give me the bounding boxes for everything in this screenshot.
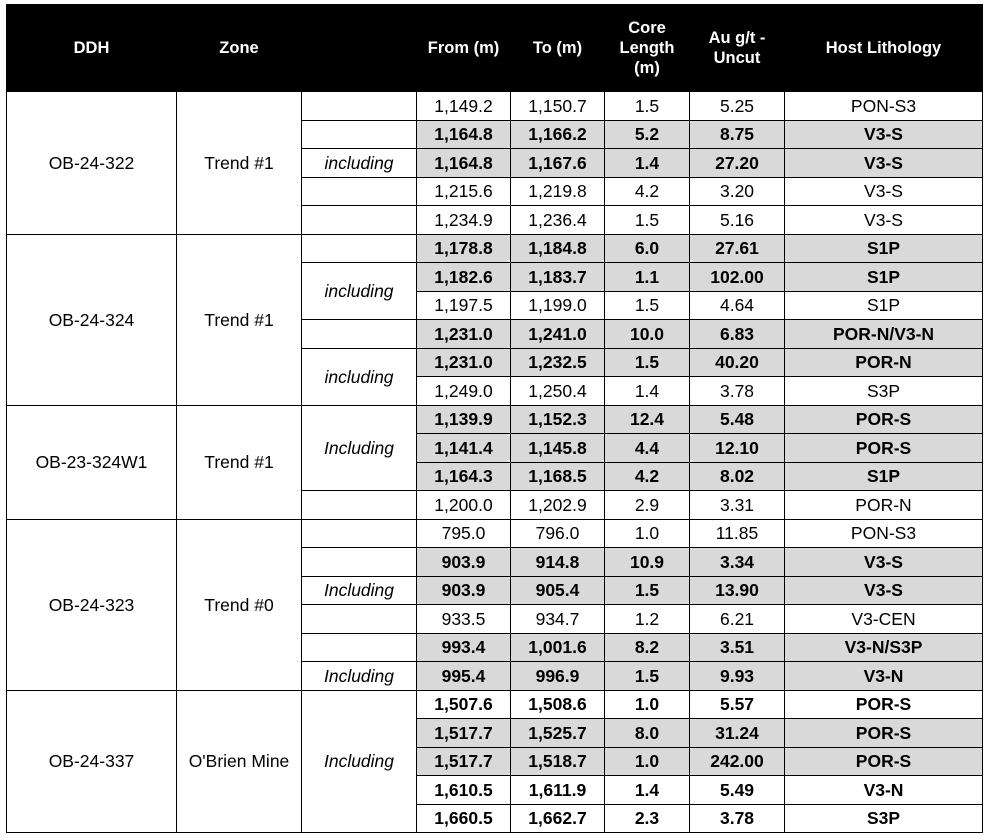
including-cell: Including [302,576,417,605]
header-au-line: Uncut [713,49,761,67]
zone-cell: Trend #1 [177,405,302,519]
header-core-line: Core [628,19,666,37]
to-cell: 796.0 [511,519,605,548]
host-lithology-cell: S1P [785,234,983,263]
au-grade-cell: 3.34 [690,548,785,577]
host-lithology-cell: V3-N [785,776,983,805]
host-lithology-cell: S1P [785,462,983,491]
host-lithology-cell: POR-N/V3-N [785,320,983,349]
to-cell: 1,232.5 [511,348,605,377]
from-cell: 1,517.7 [417,719,511,748]
to-cell: 1,241.0 [511,320,605,349]
au-grade-cell: 12.10 [690,434,785,463]
from-cell: 1,182.6 [417,263,511,292]
host-lithology-cell: V3-S [785,548,983,577]
from-cell: 1,141.4 [417,434,511,463]
core-length-cell: 10.9 [605,548,690,577]
ddh-cell: OB-24-324 [7,234,177,405]
table-row [7,92,983,121]
table-row [7,519,983,548]
core-length-cell: 1.5 [605,662,690,691]
to-cell: 1,199.0 [511,291,605,320]
core-length-cell: 1.4 [605,149,690,178]
host-lithology-cell: S3P [785,377,983,406]
au-grade-cell: 8.75 [690,120,785,149]
from-cell: 1,610.5 [417,776,511,805]
host-lithology-cell: POR-S [785,434,983,463]
host-lithology-cell: V3-S [785,576,983,605]
core-length-cell: 10.0 [605,320,690,349]
from-cell: 1,149.2 [417,92,511,121]
from-cell: 795.0 [417,519,511,548]
core-length-cell: 4.2 [605,462,690,491]
to-cell: 1,236.4 [511,206,605,235]
core-length-cell: 1.5 [605,576,690,605]
including-cell [302,548,417,577]
including-cell [302,605,417,634]
from-cell: 1,197.5 [417,291,511,320]
from-cell: 995.4 [417,662,511,691]
au-grade-cell: 3.78 [690,804,785,833]
to-cell: 1,001.6 [511,633,605,662]
table-row [7,234,983,263]
including-cell: including [302,263,417,320]
including-cell [302,234,417,263]
au-grade-cell: 9.93 [690,662,785,691]
au-grade-cell: 3.51 [690,633,785,662]
including-cell [302,206,417,235]
au-grade-cell: 102.00 [690,263,785,292]
from-cell: 1,178.8 [417,234,511,263]
to-cell: 1,150.7 [511,92,605,121]
to-cell: 1,518.7 [511,747,605,776]
drill-results-table [6,4,983,833]
from-cell: 903.9 [417,576,511,605]
core-length-cell: 1.0 [605,519,690,548]
host-lithology-cell: POR-S [785,747,983,776]
au-grade-cell: 3.31 [690,491,785,520]
from-cell: 1,660.5 [417,804,511,833]
from-cell: 903.9 [417,548,511,577]
to-cell: 1,508.6 [511,690,605,719]
core-length-cell: 8.0 [605,719,690,748]
zone-cell: Trend #0 [177,519,302,690]
from-cell: 933.5 [417,605,511,634]
to-cell: 934.7 [511,605,605,634]
from-cell: 1,215.6 [417,177,511,206]
zone-cell: Trend #1 [177,234,302,405]
core-length-cell: 6.0 [605,234,690,263]
to-cell: 1,525.7 [511,719,605,748]
core-length-cell: 5.2 [605,120,690,149]
from-cell: 1,249.0 [417,377,511,406]
core-length-cell: 1.5 [605,92,690,121]
table-body [7,92,983,833]
core-length-cell: 1.5 [605,206,690,235]
to-cell: 914.8 [511,548,605,577]
host-lithology-cell: S1P [785,263,983,292]
to-cell: 1,167.6 [511,149,605,178]
from-cell: 1,231.0 [417,348,511,377]
au-grade-cell: 5.48 [690,405,785,434]
ddh-cell: OB-24-323 [7,519,177,690]
to-cell: 1,166.2 [511,120,605,149]
header-ddh: DDH [7,5,177,92]
core-length-cell: 1.1 [605,263,690,292]
table-row [7,405,983,434]
to-cell: 1,145.8 [511,434,605,463]
to-cell: 1,202.9 [511,491,605,520]
host-lithology-cell: V3-N/S3P [785,633,983,662]
header-au-line: Au g/t - [708,29,766,47]
from-cell: 1,507.6 [417,690,511,719]
host-lithology-cell: PON-S3 [785,519,983,548]
including-cell: including [302,348,417,405]
from-cell: 1,200.0 [417,491,511,520]
header-core-length [605,5,690,92]
including-cell [302,177,417,206]
au-grade-cell: 5.16 [690,206,785,235]
au-grade-cell: 13.90 [690,576,785,605]
au-grade-cell: 27.20 [690,149,785,178]
to-cell: 905.4 [511,576,605,605]
au-grade-cell: 11.85 [690,519,785,548]
core-length-cell: 1.4 [605,377,690,406]
to-cell: 1,152.3 [511,405,605,434]
ddh-cell: OB-24-337 [7,690,177,833]
core-length-cell: 2.9 [605,491,690,520]
table-row [7,690,983,719]
core-length-cell: 1.4 [605,776,690,805]
to-cell: 1,168.5 [511,462,605,491]
au-grade-cell: 5.25 [690,92,785,121]
core-length-cell: 1.2 [605,605,690,634]
header-zone: Zone [177,5,302,92]
header-core-line: Length [619,39,675,57]
to-cell: 1,183.7 [511,263,605,292]
from-cell: 1,139.9 [417,405,511,434]
from-cell: 1,231.0 [417,320,511,349]
core-length-cell: 1.0 [605,747,690,776]
including-cell [302,633,417,662]
including-cell: Including [302,690,417,833]
host-lithology-cell: S1P [785,291,983,320]
host-lithology-cell: POR-N [785,348,983,377]
from-cell: 1,517.7 [417,747,511,776]
from-cell: 1,164.8 [417,120,511,149]
au-grade-cell: 5.57 [690,690,785,719]
core-length-cell: 12.4 [605,405,690,434]
to-cell: 1,662.7 [511,804,605,833]
core-length-cell: 4.2 [605,177,690,206]
core-length-cell: 4.4 [605,434,690,463]
header-au-grade [690,5,785,92]
core-length-cell: 8.2 [605,633,690,662]
including-cell: Including [302,662,417,691]
host-lithology-cell: V3-S [785,206,983,235]
header-from: From (m) [417,5,511,92]
header-host-lithology: Host Lithology [785,5,983,92]
au-grade-cell: 31.24 [690,719,785,748]
including-cell [302,519,417,548]
core-length-cell: 2.3 [605,804,690,833]
core-length-cell: 1.5 [605,291,690,320]
including-cell: including [302,149,417,178]
from-cell: 993.4 [417,633,511,662]
including-cell [302,120,417,149]
to-cell: 1,184.8 [511,234,605,263]
ddh-cell: OB-23-324W1 [7,405,177,519]
header-blank [302,5,417,92]
to-cell: 1,250.4 [511,377,605,406]
core-length-cell: 1.0 [605,690,690,719]
host-lithology-cell: V3-S [785,120,983,149]
host-lithology-cell: POR-S [785,690,983,719]
table-header [7,5,983,92]
zone-cell: O'Brien Mine [177,690,302,833]
header-core-line: (m) [634,59,660,77]
au-grade-cell: 3.78 [690,377,785,406]
host-lithology-cell: POR-S [785,405,983,434]
au-grade-cell: 8.02 [690,462,785,491]
from-cell: 1,234.9 [417,206,511,235]
including-cell [302,92,417,121]
host-lithology-cell: POR-N [785,491,983,520]
au-grade-cell: 40.20 [690,348,785,377]
host-lithology-cell: V3-N [785,662,983,691]
ddh-cell: OB-24-322 [7,92,177,235]
host-lithology-cell: PON-S3 [785,92,983,121]
header-to: To (m) [511,5,605,92]
au-grade-cell: 27.61 [690,234,785,263]
from-cell: 1,164.8 [417,149,511,178]
to-cell: 996.9 [511,662,605,691]
including-cell: Including [302,405,417,491]
host-lithology-cell: V3-S [785,177,983,206]
host-lithology-cell: V3-S [785,149,983,178]
au-grade-cell: 3.20 [690,177,785,206]
host-lithology-cell: S3P [785,804,983,833]
host-lithology-cell: V3-CEN [785,605,983,634]
zone-cell: Trend #1 [177,92,302,235]
including-cell [302,491,417,520]
au-grade-cell: 242.00 [690,747,785,776]
from-cell: 1,164.3 [417,462,511,491]
core-length-cell: 1.5 [605,348,690,377]
au-grade-cell: 4.64 [690,291,785,320]
au-grade-cell: 6.21 [690,605,785,634]
host-lithology-cell: POR-S [785,719,983,748]
including-cell [302,320,417,349]
au-grade-cell: 6.83 [690,320,785,349]
to-cell: 1,611.9 [511,776,605,805]
to-cell: 1,219.8 [511,177,605,206]
au-grade-cell: 5.49 [690,776,785,805]
